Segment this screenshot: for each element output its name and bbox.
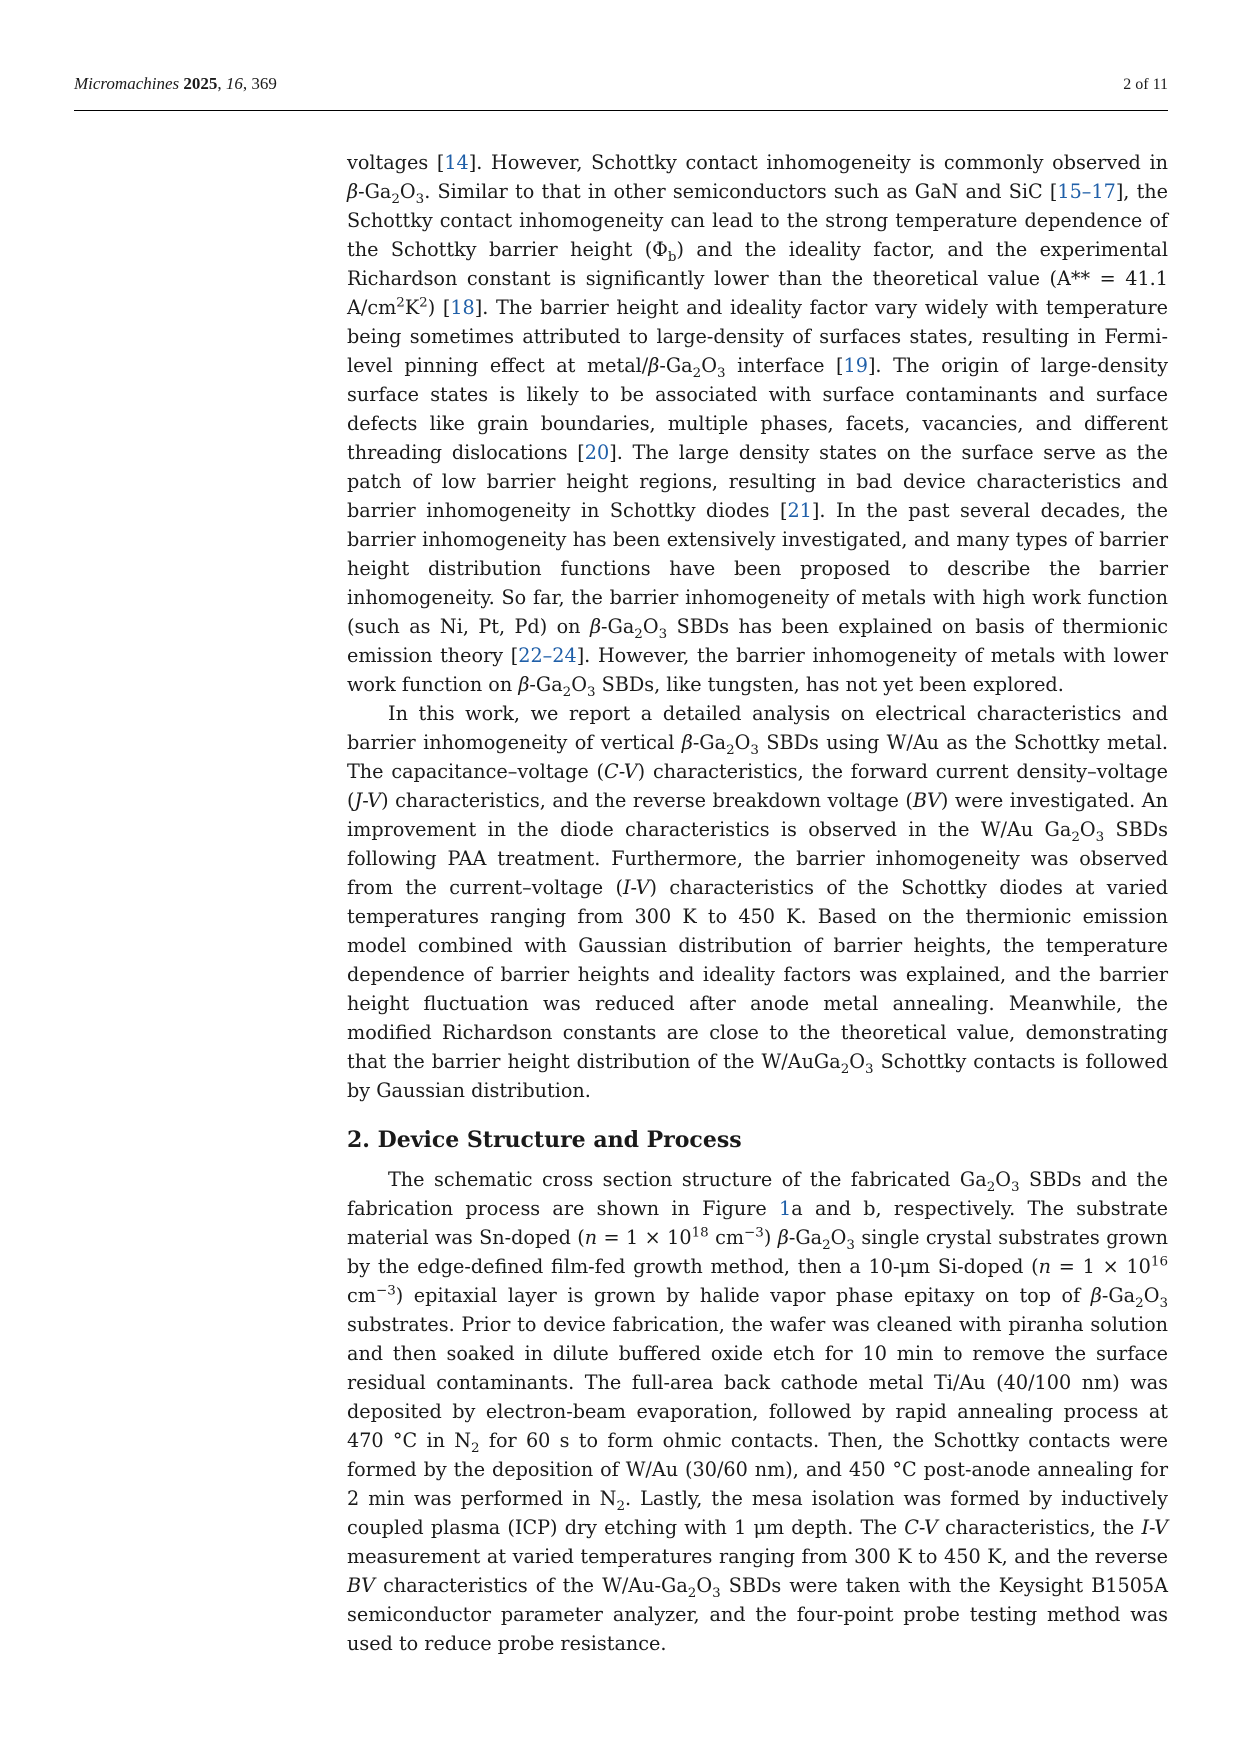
citation-link[interactable]: 21 [787, 499, 812, 522]
citation-link[interactable]: 20 [584, 441, 610, 464]
journal-name: Micromachines [74, 74, 180, 93]
citation-link[interactable]: 19 [843, 354, 868, 377]
article-body [347, 148, 1168, 1658]
journal-citation: Micromachines 2025, 16, 369 [74, 74, 277, 93]
article-number: 369 [251, 74, 277, 93]
section-heading: 2. Device Structure and Process [347, 1127, 742, 1153]
citation-link[interactable]: 18 [450, 296, 475, 319]
page-header [74, 74, 1168, 111]
paragraph-intro-continuation: voltages [14]. However, Schottky contact inhomogeneity is commonly observed in $\beta-Ga_2O_3$. Similar to that in other semiconductors such as GaN and SiC [15–17], the Schottky contact inhomogeneity can lead to the strong temperature dependence of the Schottky barrier height $(\Phi_b)$ and the ideality factor, and the experimental Richardson constant is significantly lower than the theoretical value (A** = 41.1 $A/cm^2K^2$) [18]. The barrier height and ideality factor vary widely with temperature being sometimes attributed to large-density of surfaces states, resulting in Fermi-level pinning effect at metal/$\beta-Ga_2O_3$ interface [19]. The origin of large-density surface states is likely to be associated with surface contaminants and surface defects like grain boundaries, multiple phases, facets, vacancies, and different threading dislocations [20]. The large density states on the surface serve as the patch of low barrier height regions, resulting in bad device characteristics and barrier inhomogeneity in Schottky diodes [21]. In the past several decades, the barrier inhomogeneity has been extensively investigated, and many types of barrier height distribution functions have been proposed to describe the barrier inhomogeneity. So far, the barrier inhomogeneity of metals with high work function (such as Ni, Pt, Pd) on $\beta-Ga_2O_3$ SBDs has been explained on basis of thermionic emission theory [22–24]. However, the barrier inhomogeneity of metals with lower work function on $\beta-Ga_2O_3$ SBDs, like tungsten, has not yet been explored. [347, 151, 1169, 700]
citation-link[interactable]: 14 [444, 151, 469, 174]
figure-link[interactable]: 1 [779, 1197, 792, 1220]
journal-volume: 16 [225, 74, 243, 93]
journal-year: 2025 [183, 74, 218, 93]
paragraph-this-work: In this work, we report a detailed analysis on electrical characteristics and barrier inhomogeneity of vertical $\beta-Ga_2O_3$ SBDs using W/Au as the Schottky metal. The capacitance–voltage (C-V) characteristics, the forward current density–voltage (J-V) characteristics, and the reverse breakdown voltage (BV) were investigated. An improvement in the diode characteristics is observed in the W/Au $Ga_2O_3$ SBDs following PAA treatment. Furthermore, the barrier inhomogeneity was observed from the current–voltage (I-V) characteristics of the Schottky diodes at varied temperatures ranging from 300 K to 450 K. Based on the thermionic emission model combined with Gaussian distribution of barrier heights, the temperature dependence of barrier heights and ideality factors was explained, and the barrier height fluctuation was reduced after anode metal annealing. Meanwhile, the modified Richardson constants are close to the theoretical value, demonstrating that the barrier height distribution of the $W/AuGa_2O_3$ Schottky contacts is followed by Gaussian distribution. [347, 702, 1169, 1102]
citation-link[interactable]: 15–17 [1057, 180, 1116, 203]
page-number: 2 of 11 [1123, 76, 1168, 93]
citation-link[interactable]: 22–24 [518, 644, 577, 667]
paragraph-device-structure: The schematic cross section structure of the fabricated $Ga_2O_3$ SBDs and the fabrication process are shown in Figure 1a and b, respectively. The substrate material was Sn-doped ($n = 1 \times 10^{18}$ $cm^{-3}$) $\beta-Ga_2O_3$ single crystal substrates grown by the edge-defined film-fed growth method, then a 10-μm Si-doped ($n = 1 \times 10^{16}$ $cm^{-3}$) epitaxial layer is grown by halide vapor phase epitaxy on top of $\beta-Ga_2O_3$ substrates. Prior to device fabrication, the wafer was cleaned with piranha solution and then soaked in dilute buffered oxide etch for 10 min to remove the surface residual contaminants. The full-area back cathode metal Ti/Au (40/100 nm) was deposited by electron-beam evaporation, followed by rapid annealing process at 470 °C in $N_2$ for 60 s to form ohmic contacts. Then, the Schottky contacts were formed by the deposition of W/Au (30/60 nm), and 450 °C post-anode annealing for 2 min was performed in $N_2$. Lastly, the mesa isolation was formed by inductively coupled plasma (ICP) dry etching with 1 μm depth. The C-V characteristics, the I-V measurement at varied temperatures ranging from 300 K to 450 K, and the reverse BV characteristics of the $W/Au-Ga_2O_3$ SBDs were taken with the Keysight B1505A semiconductor parameter analyzer, and the four-point probe testing method was used to reduce probe resistance. [347, 1168, 1169, 1655]
